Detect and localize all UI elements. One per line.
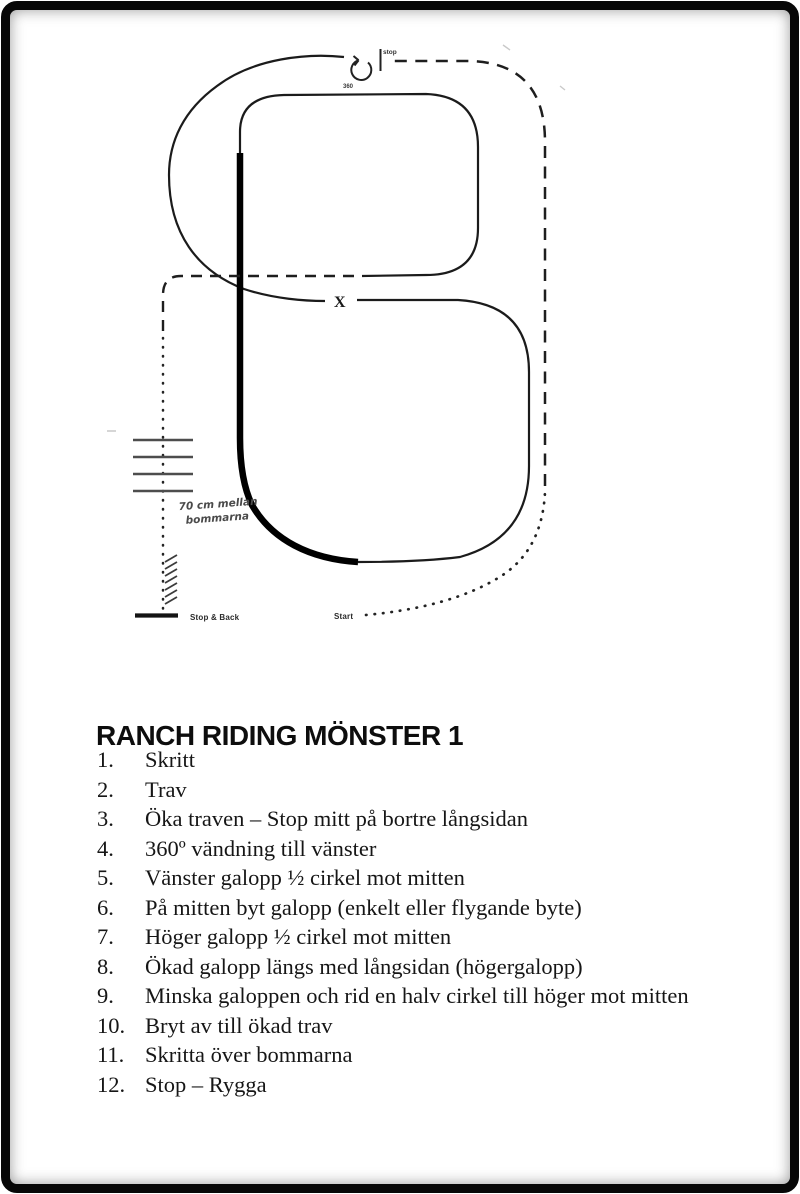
stop-back-label: Stop & Back [190,613,240,622]
poles-note-line1: 70 cm mellan [178,495,258,514]
item-number: 6. [97,894,114,920]
top-loop-path [240,94,478,276]
item-text: 360º vändning till vänster [145,835,377,861]
page-title: RANCH RIDING MÖNSTER 1 [96,719,464,751]
extended-trot-dashed-path [163,276,354,331]
item-number: 11. [97,1042,125,1067]
instruction-item-8 [97,952,689,982]
item-number: 5. [97,865,114,890]
item-text: Stop – Rygga [145,1071,267,1097]
item-number: 10. [97,1012,126,1038]
instruction-item-7 [97,922,689,952]
item-text: Minska galoppen och rid en halv cirkel till höger mot mitten [145,983,689,1008]
walk-dotted-path [366,492,545,615]
instruction-item-9 [97,981,689,1011]
item-number: 12. [97,1071,126,1097]
instruction-item-1 [97,745,689,775]
item-text: Skritta över bommarna [145,1042,353,1067]
item-text: Trav [145,776,187,802]
item-number: 2. [97,776,114,802]
center-x-marker: X [334,294,346,311]
trot-dashed-path [393,61,545,486]
item-text: Öka traven – Stop mitt på bortre långsidan [145,806,529,831]
item-text: Höger galopp ½ cirkel mot mitten [145,924,452,949]
item-number: 3. [97,806,114,831]
item-text: Bryt av till ökad trav [145,1012,333,1038]
instruction-item-4 [97,834,689,864]
instruction-item-3 [97,804,689,834]
ranch-riding-pattern-drawing [85,25,585,650]
scan-specks [107,45,565,431]
turn-360-symbol [351,56,371,80]
pattern-diagram [85,25,585,650]
instruction-item-2 [97,775,689,805]
item-text: Ökad galopp längs med långsidan (högergalopp) [145,953,583,979]
instruction-item-10 [97,1011,689,1041]
item-number: 4. [97,835,114,861]
item-text: Vänster galopp ½ cirkel mot mitten [145,865,465,890]
item-number: 7. [97,924,114,949]
item-text: På mitten byt galopp (enkelt eller flygande byte) [145,894,582,920]
left-lope-arc [169,56,344,301]
stop-label: stop [383,49,397,56]
start-label: Start [334,612,354,621]
poles-note-line2: bommarna [185,510,250,527]
turn-360-label: 360 [343,84,354,90]
instruction-item-5 [97,863,689,893]
right-lope-loop [357,300,529,562]
backup-hatch-marks [165,555,177,604]
instruction-item-12 [97,1070,689,1100]
instruction-item-6 [97,893,689,923]
item-number: 9. [97,983,114,1008]
instruction-item-11 [97,1040,689,1070]
item-text: Skritt [145,747,196,772]
item-number: 8. [97,953,114,979]
item-number: 1. [97,747,114,772]
extended-lope-thick-path [240,153,358,562]
instruction-list [97,745,689,1099]
